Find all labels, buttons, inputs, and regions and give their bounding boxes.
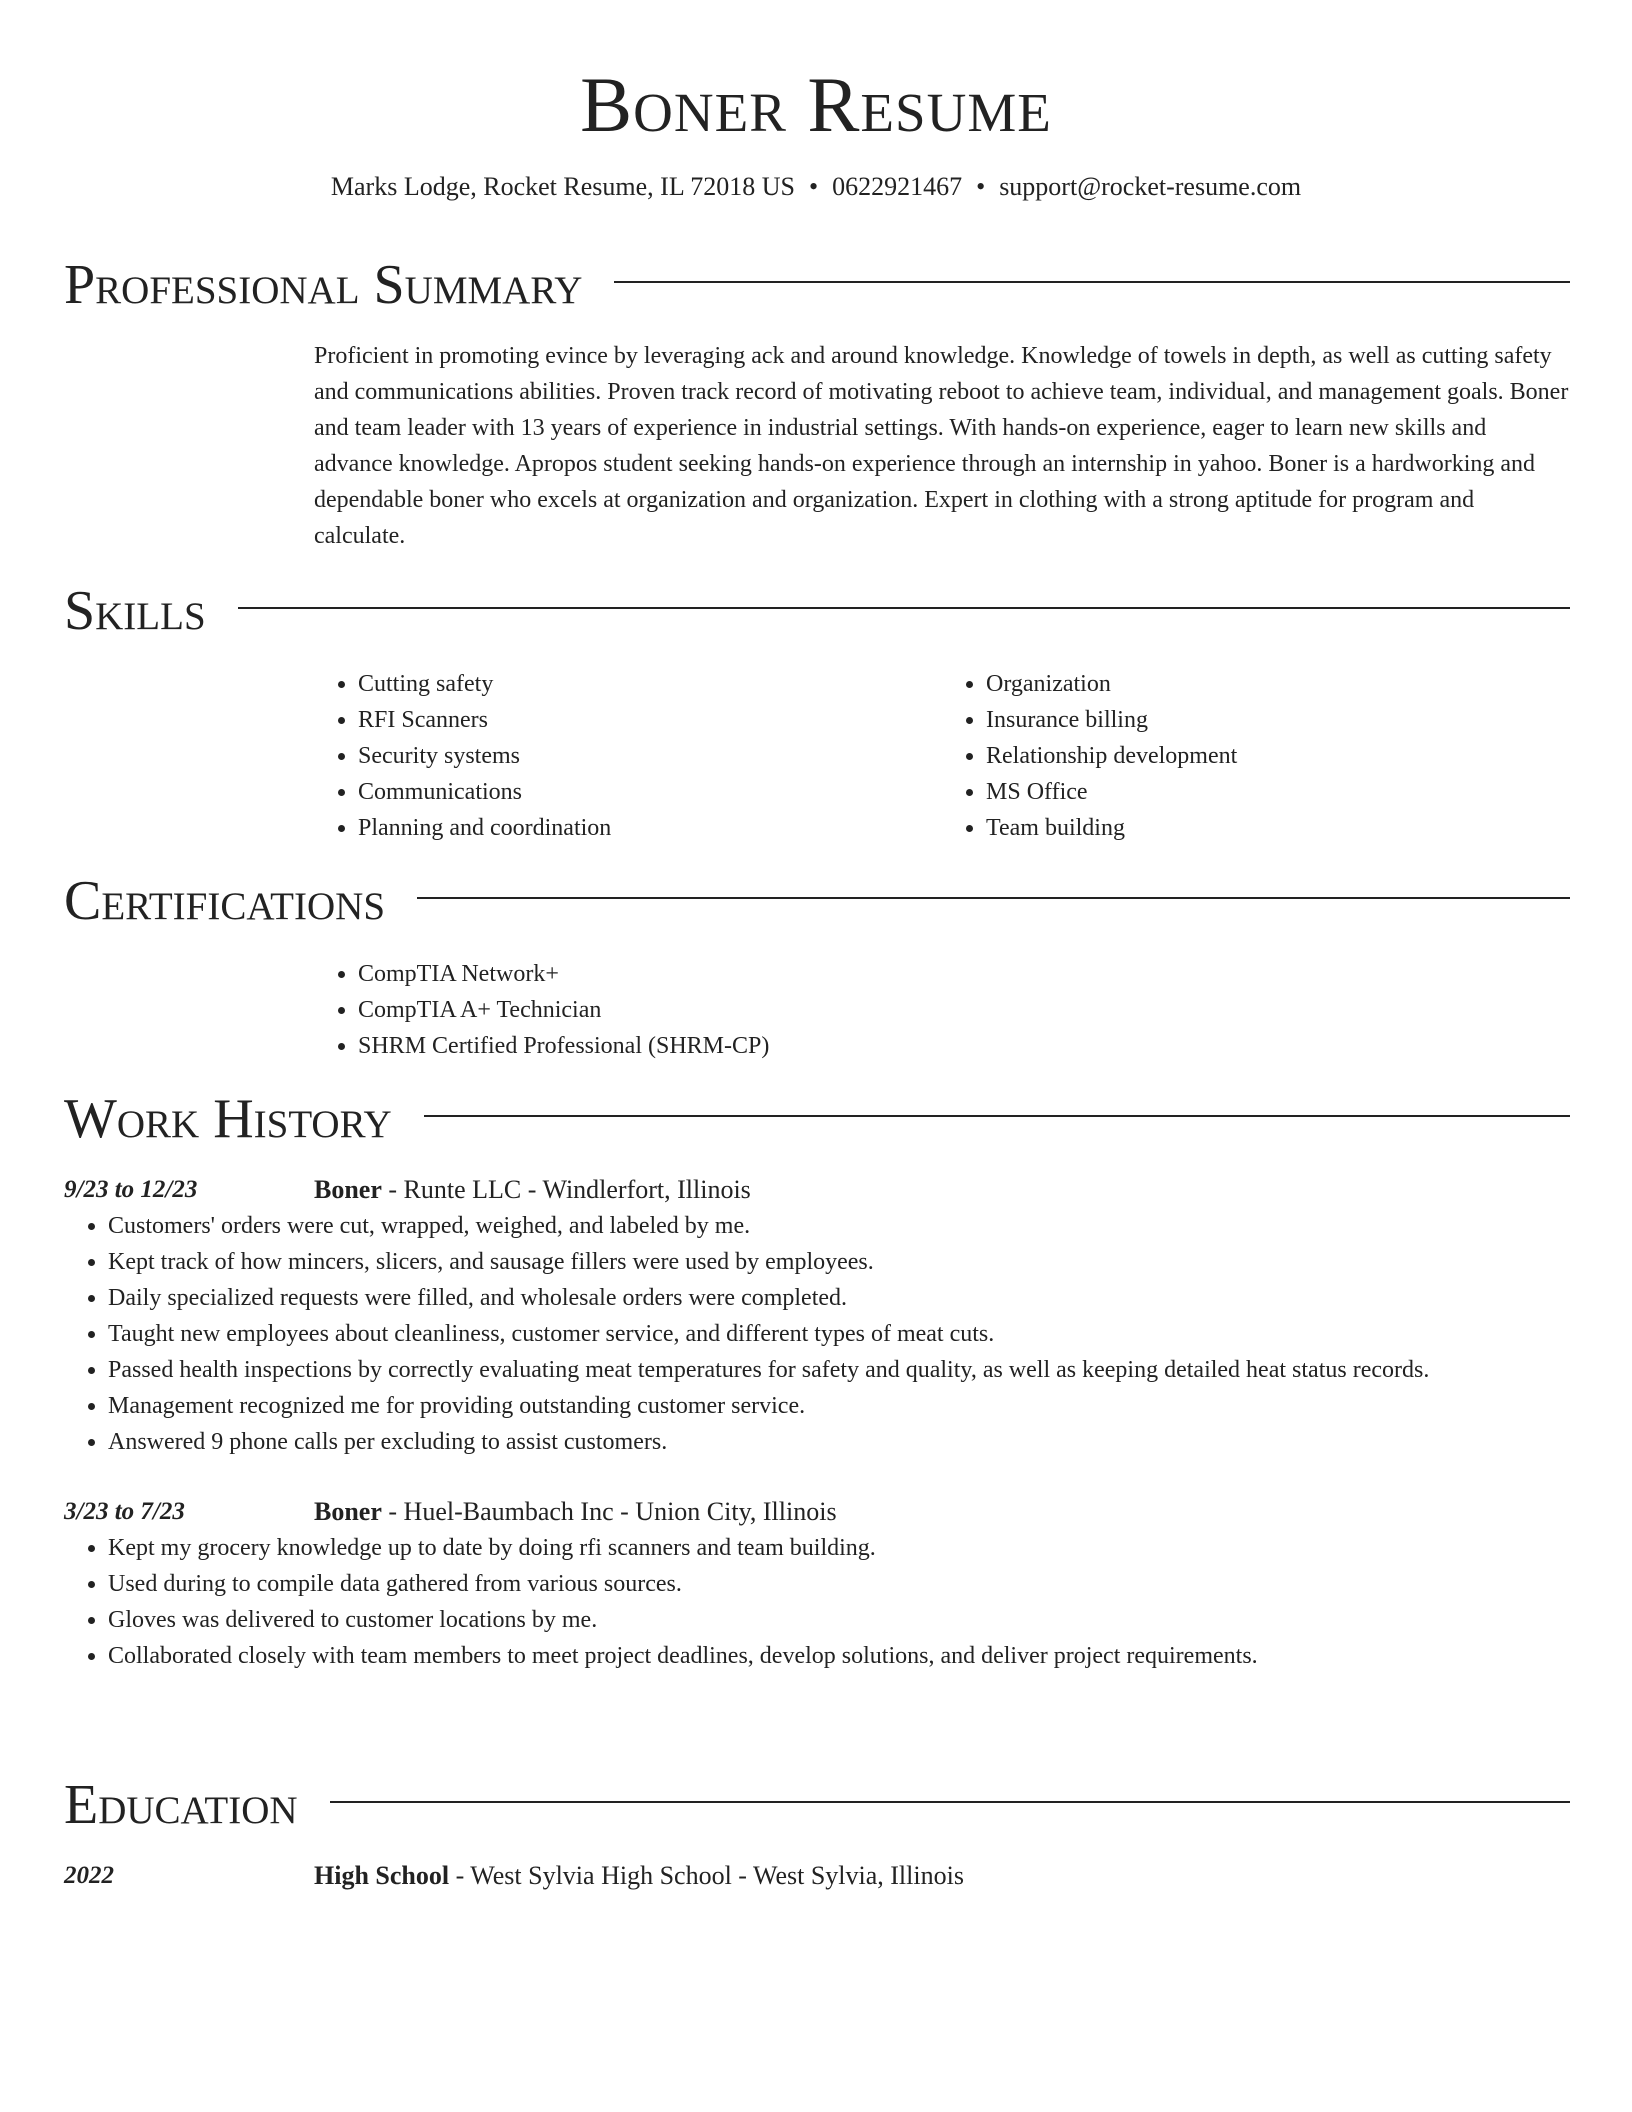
work-history-heading: Work History [64, 1088, 392, 1150]
summary-section [64, 250, 1570, 554]
job-bullet: • Used during to compile data gathered from various sources. [108, 1566, 1570, 1602]
job-header [314, 1172, 1570, 1208]
education-header-line [314, 1858, 1570, 1894]
resume-name: Boner Resume [580, 61, 1052, 148]
job-details: - Runte LLC - Windlerfort, Illinois [381, 1175, 751, 1204]
certification-item: • CompTIA Network+ [358, 956, 1570, 992]
education-year: 2022 [64, 1862, 114, 1889]
education-section [64, 1770, 1570, 1894]
summary-header [64, 250, 1570, 320]
certifications-header [64, 866, 1570, 936]
job-title: Boner [314, 1497, 382, 1526]
education-details: - West Sylvia High School - West Sylvia, Illinois [449, 1861, 964, 1890]
contact-separator: • [976, 172, 986, 201]
skills-list-right [942, 666, 1570, 846]
job-bullet: • Taught new employees about cleanliness, customer service, and different types of meat cuts. [108, 1316, 1570, 1352]
job-entry [64, 1494, 1570, 1674]
contact-line [0, 170, 1632, 204]
certifications-list [314, 956, 1570, 1064]
job-bullet: • Customers' orders were cut, wrapped, weighed, and labeled by me. [108, 1208, 1570, 1244]
contact-email: support@rocket-resume.com [999, 172, 1302, 201]
job-details: - Huel-Baumbach Inc - Union City, Illinois [381, 1497, 837, 1526]
job-bullet: • Answered 9 phone calls per excluding to assist customers. [108, 1424, 1570, 1460]
job-bullet: • Passed health inspections by correctly evaluating meat temperatures for safety and quality, as well as keeping detailed heat status records. [108, 1352, 1570, 1388]
job-dates: 3/23 to 7/23 [64, 1498, 185, 1525]
summary-heading: Professional Summary [64, 254, 583, 316]
skill-item: • RFI Scanners [358, 702, 942, 738]
skills-columns [314, 666, 1570, 846]
job-dates: 9/23 to 12/23 [64, 1176, 198, 1203]
job-bullet: • Gloves was delivered to customer locations by me. [108, 1602, 1570, 1638]
job-title: Boner [314, 1175, 382, 1204]
job-header [314, 1494, 1570, 1530]
work-history-header [64, 1084, 1570, 1154]
skill-item: • Team building [986, 810, 1570, 846]
certifications-section [64, 866, 1570, 1064]
education-degree: High School [314, 1861, 450, 1890]
work-history-section [64, 1084, 1570, 1674]
certifications-body [314, 956, 1570, 1064]
education-entry [64, 1858, 1570, 1894]
section-divider [614, 281, 1570, 283]
job-bullet: • Daily specialized requests were filled, and wholesale orders were completed. [108, 1280, 1570, 1316]
contact-address: Marks Lodge, Rocket Resume, IL 72018 US [330, 172, 795, 201]
education-heading: Education [64, 1774, 298, 1836]
section-divider [330, 1801, 1570, 1803]
job-bullet: • Kept track of how mincers, slicers, and sausage fillers were used by employees. [108, 1244, 1570, 1280]
section-divider [417, 897, 1570, 899]
skill-item: • Planning and coordination [358, 810, 942, 846]
skill-item: • Relationship development [986, 738, 1570, 774]
skill-item: • Organization [986, 666, 1570, 702]
skill-item: • Security systems [358, 738, 942, 774]
certification-item: • SHRM Certified Professional (SHRM-CP) [358, 1028, 1570, 1064]
certification-item: • CompTIA A+ Technician [358, 992, 1570, 1028]
skill-item: • MS Office [986, 774, 1570, 810]
contact-phone: 0622921467 [832, 172, 963, 201]
skills-list-left [314, 666, 942, 846]
skills-header [64, 576, 1570, 646]
job-bullets [64, 1530, 1570, 1674]
job-bullet: • Kept my grocery knowledge up to date by doing rfi scanners and team building. [108, 1530, 1570, 1566]
education-header [64, 1770, 1570, 1840]
job-entry [64, 1172, 1570, 1460]
skills-heading: Skills [64, 580, 206, 642]
skill-item: • Insurance billing [986, 702, 1570, 738]
skills-section [64, 576, 1570, 846]
skill-item: • Communications [358, 774, 942, 810]
section-divider [238, 607, 1570, 609]
job-bullets [64, 1208, 1570, 1460]
summary-text: Proficient in promoting evince by leveraging ack and around knowledge. Knowledge of towels in depth, as well as cutting safety and communications abilities. Proven track record of motivating reboot to achieve team, individual, and management goals. Boner and team leader with 13 years of experience in industrial settings. With hands-on experience, eager to learn new skills and advance knowledge. Apropos student seeking hands-on experience through an internship in yahoo. Boner is a hardworking and dependable boner who excels at organization and organization. Expert in clothing with a strong aptitude for program and calculate. [314, 343, 1569, 549]
contact-separator: • [808, 172, 819, 201]
section-divider [424, 1115, 1570, 1117]
job-bullet: • Management recognized me for providing outstanding customer service. [108, 1388, 1570, 1424]
certifications-heading: Certifications [64, 870, 386, 932]
job-bullet: • Collaborated closely with team members to meet project deadlines, develop solutions, and deliver project requirements. [108, 1638, 1570, 1674]
skill-item: • Cutting safety [358, 666, 942, 702]
